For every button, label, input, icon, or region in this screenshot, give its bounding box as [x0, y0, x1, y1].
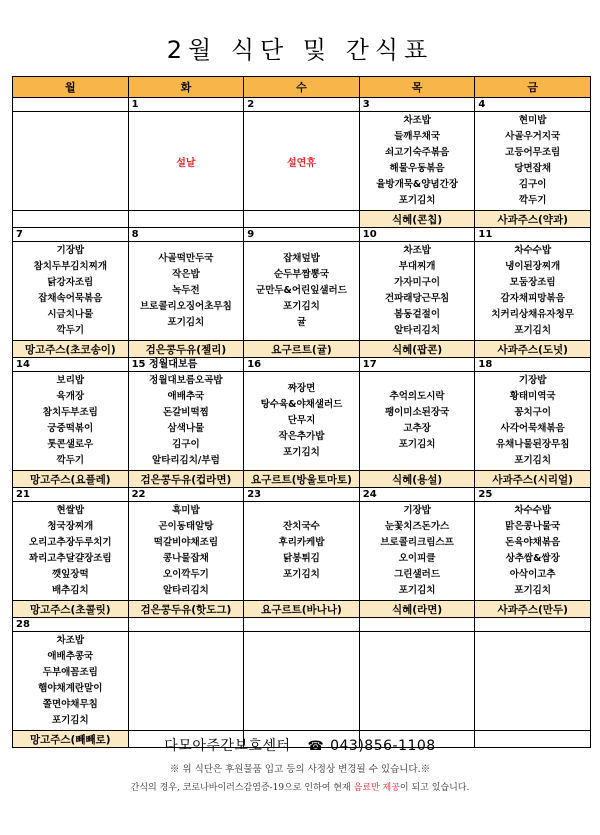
- menu-item: 현미밥: [518, 115, 547, 126]
- menu-item: 쫄면야채무침: [42, 699, 98, 710]
- menu-cell-wed: [244, 242, 360, 341]
- meal-schedule-table: [12, 76, 591, 748]
- menu-cell-fri: [475, 632, 591, 731]
- date-cell-fri: 18: [475, 358, 591, 372]
- menu-item: 작은추가밥: [278, 431, 325, 442]
- menu-item: 맑은콩나물국: [505, 521, 561, 532]
- date-cell-fri: 4: [475, 98, 591, 112]
- phone-number: 043)856-1108: [330, 738, 436, 754]
- date-cell-tue: 8: [128, 228, 244, 242]
- menu-change-notice: ※ 위 식단은 후원물품 입고 등의 사정상 변경될 수 있습니다.※: [169, 764, 431, 775]
- menu-item: 깍두기: [518, 195, 547, 206]
- menu-row: [13, 372, 591, 471]
- menu-cell-wed: [244, 502, 360, 601]
- menu-item: 치커리상채유자청무: [491, 309, 574, 320]
- date-cell-thu: 10: [359, 228, 475, 242]
- date-cell-wed: [244, 618, 360, 632]
- weekday-header-tue: 화: [128, 77, 244, 98]
- menu-item: 짜장면: [287, 383, 316, 394]
- menu-row: [13, 502, 591, 601]
- weekday-header-row: [13, 77, 591, 98]
- menu-item: 포기김치: [514, 455, 552, 466]
- date-cell-mon: 21: [13, 488, 129, 502]
- date-row: [13, 358, 591, 372]
- menu-item: 포기김치: [283, 301, 320, 312]
- snack-cell-fri: 사과주스(시리얼): [475, 471, 591, 488]
- menu-item: 포기김치: [514, 325, 552, 336]
- menu-item: 봄동겉절이: [394, 309, 441, 320]
- date-cell-fri: [475, 618, 591, 632]
- date-cell-tue: [128, 618, 244, 632]
- menu-item: 팽이미소된장국: [384, 407, 450, 418]
- menu-item: 기장밥: [403, 505, 431, 516]
- menu-item: 참치두부김치찌개: [33, 261, 107, 272]
- snack-cell-tue: 검은콩두유(핫도그): [128, 601, 244, 618]
- snack-cell-mon: [13, 211, 129, 228]
- menu-item: 돈육야채볶음: [505, 537, 561, 548]
- menu-item: 꽁치구이: [514, 407, 552, 418]
- menu-item: 감자채피망볶음: [500, 293, 565, 304]
- snack-cell-mon: 망고주스(초콜릿): [13, 601, 129, 618]
- menu-item: 오리고추장두루치기: [29, 537, 112, 548]
- menu-item: 브로콜리크림스프: [380, 537, 454, 548]
- menu-item: 부대찌개: [398, 261, 436, 272]
- menu-item: 고추장: [403, 423, 431, 434]
- snack-cell-thu: 식혜(콘칩): [359, 211, 475, 228]
- menu-item: 육개장: [56, 391, 85, 402]
- menu-item: 냉이된장찌개: [505, 261, 561, 272]
- snack-cell-thu: 식혜(용설): [359, 471, 475, 488]
- date-row: [13, 98, 591, 112]
- menu-row: [13, 112, 591, 211]
- menu-item: 기장밥: [518, 375, 547, 386]
- menu-item: 포기김치: [167, 317, 205, 328]
- date-cell-fri: 25: [475, 488, 591, 502]
- snack-cell-mon: 망고주스(빼빼로): [13, 731, 129, 748]
- date-row: [13, 488, 591, 502]
- snack-cell-wed: 요구르트(방울토마토): [244, 471, 360, 488]
- menu-item: 떡갈비야채조림: [153, 537, 219, 548]
- snack-cell-fri: 사과주스(도넛): [475, 341, 591, 358]
- menu-item: 순두부짬뽕국: [273, 269, 330, 280]
- menu-item: 흑미밥: [172, 505, 200, 516]
- menu-item: 청국장찌개: [47, 521, 94, 532]
- menu-item: 차조밥: [403, 115, 431, 126]
- date-cell-tue: 1: [128, 98, 244, 112]
- menu-item: 오이깍두기: [162, 569, 209, 580]
- menu-item: 건파래당근무침: [384, 293, 450, 304]
- date-cell-tue: 22: [128, 488, 244, 502]
- menu-cell-mon: [13, 372, 129, 471]
- menu-cell-mon: [13, 502, 129, 601]
- menu-item: 정월대보름오곡밥: [149, 375, 223, 386]
- weekday-header-fri: 금: [475, 77, 591, 98]
- menu-item: 탕수육&야채샐러드: [260, 399, 343, 410]
- date-cell-wed: 2: [244, 98, 360, 112]
- menu-item: 해물우동볶음: [389, 163, 445, 174]
- menu-cell-tue: [128, 112, 244, 211]
- menu-item: 기장밥: [56, 245, 85, 256]
- menu-row: [13, 242, 591, 341]
- snack-row: [13, 601, 591, 618]
- menu-item: 추억의도시락: [389, 391, 445, 402]
- menu-item: 깍두기: [56, 455, 85, 466]
- snack-cell-fri: 사과주스(만두): [475, 601, 591, 618]
- menu-item: 알타리김치: [394, 325, 441, 336]
- menu-item: 모둠장조림: [509, 277, 556, 288]
- menu-cell-thu: [359, 372, 475, 471]
- menu-item: 그린샐러드: [394, 569, 441, 580]
- menu-cell-tue: [128, 502, 244, 601]
- menu-item: 돈갈비떡찜: [162, 407, 209, 418]
- snack-notice: [0, 780, 600, 793]
- menu-cell-tue: [128, 632, 244, 731]
- menu-item: 귤: [296, 317, 307, 328]
- date-cell-thu: 24: [359, 488, 475, 502]
- snack-cell-wed: 요구르트(바나나): [244, 601, 360, 618]
- menu-item: 보리밥: [56, 375, 85, 386]
- date-cell-wed: 9: [244, 228, 360, 242]
- menu-item: 차수수밥: [514, 245, 552, 256]
- menu-item: 현쌀밥: [56, 505, 85, 516]
- menu-item: 김구이: [172, 439, 200, 450]
- menu-item: 애배추콩국: [47, 651, 94, 662]
- menu-item: 잡채덮밥: [283, 253, 320, 264]
- menu-cell-tue: [128, 372, 244, 471]
- menu-cell-thu: [359, 502, 475, 601]
- menu-item: 사골우거지국: [505, 131, 561, 142]
- menu-item: 꽈리고추달걀장조림: [29, 553, 112, 564]
- menu-cell-fri: [475, 242, 591, 341]
- date-cell-thu: 17: [359, 358, 475, 372]
- snack-cell-tue: 검은콩두유(젤리): [128, 341, 244, 358]
- menu-cell-wed: [244, 112, 360, 211]
- menu-item: 배추김치: [51, 585, 89, 596]
- menu-item: 포기김치: [51, 715, 89, 726]
- page-title: 2월 식단 및 간식표: [166, 36, 434, 64]
- date-row: [13, 618, 591, 632]
- menu-item: 후리카케밥: [278, 537, 325, 548]
- holiday-label: 설날: [176, 157, 196, 169]
- menu-cell-tue: [128, 242, 244, 341]
- center-contact: [0, 735, 600, 755]
- snack-row: [13, 341, 591, 358]
- snack-cell-wed: 요구르트(귤): [244, 341, 360, 358]
- date-cell-thu: 3: [359, 98, 475, 112]
- menu-item: 당면잡채: [514, 163, 552, 174]
- menu-item: 궁중떡볶이: [47, 423, 94, 434]
- menu-item: 황태미역국: [509, 391, 556, 402]
- date-cell-wed: 23: [244, 488, 360, 502]
- date-cell-wed: 16: [244, 358, 360, 372]
- menu-item: 율방개묵&양념간장: [376, 179, 458, 190]
- snack-notice-prefix: 간식의 경우, 코로나바이러스감염증-19으로 인하여 현재: [130, 783, 354, 793]
- menu-item: 단무지: [287, 415, 316, 426]
- menu-item: 차조밥: [403, 245, 431, 256]
- menu-item: 닭봉튀김: [283, 553, 320, 564]
- menu-item: 깻잎장떡: [51, 569, 89, 580]
- menu-item: 눈꽃치즈돈가스: [384, 521, 450, 532]
- weekday-header-thu: 목: [359, 77, 475, 98]
- menu-item: 포기김치: [398, 585, 436, 596]
- date-row: [13, 228, 591, 242]
- snack-notice-highlight: 음료만 제공: [353, 783, 400, 793]
- menu-item: 오이피클: [398, 553, 436, 564]
- snack-cell-wed: [244, 211, 360, 228]
- menu-item: 포기김치: [283, 569, 320, 580]
- menu-cell-mon: [13, 242, 129, 341]
- menu-item: 포기김치: [398, 195, 436, 206]
- menu-cell-fri: [475, 372, 591, 471]
- menu-item: 알타리김치: [162, 585, 209, 596]
- menu-item: 알타리김치/부럼: [152, 455, 220, 466]
- menu-item: 김구이: [518, 179, 547, 190]
- menu-cell-wed: [244, 632, 360, 731]
- snack-cell-thu: 식혜(팝콘): [359, 341, 475, 358]
- menu-item: 군만두&어린잎샐러드: [256, 285, 347, 296]
- date-cell-fri: 11: [475, 228, 591, 242]
- menu-item: 잡채속어묵볶음: [38, 293, 103, 304]
- menu-item: 차수수밥: [514, 505, 552, 516]
- menu-cell-thu: [359, 112, 475, 211]
- snack-cell-mon: 망고주스(요플레): [13, 471, 129, 488]
- menu-item: 애배추국: [167, 391, 205, 402]
- snack-cell-tue: 검은콩두유(컵라면): [128, 471, 244, 488]
- menu-item: 포기김치: [398, 439, 436, 450]
- snack-row: [13, 211, 591, 228]
- menu-item: 곤이동태알탕: [158, 521, 214, 532]
- menu-item: 닭강자조림: [47, 277, 94, 288]
- menu-item: 작은밥: [172, 269, 200, 280]
- snack-cell-thu: 식혜(라면): [359, 601, 475, 618]
- menu-item: 사골떡만두국: [158, 253, 214, 264]
- menu-item: 시금치나물: [47, 309, 94, 320]
- menu-cell-mon: [13, 632, 129, 731]
- menu-item: 잔치국수: [283, 521, 320, 532]
- snack-cell-fri: 사과주스(약과): [475, 211, 591, 228]
- menu-cell-mon: [13, 112, 129, 211]
- snack-notice-suffix: 이 되고 있습니다.: [399, 783, 470, 793]
- menu-item: 삼색나물: [167, 423, 205, 434]
- menu-item: 가자미구이: [394, 277, 441, 288]
- date-cell-mon: 28: [13, 618, 129, 632]
- menu-item: 콩나물잡채: [162, 553, 209, 564]
- menu-item: 포기김치: [514, 585, 552, 596]
- menu-item: 상추쌈&쌈장: [505, 553, 560, 564]
- menu-item: 유채나물된장무침: [495, 439, 570, 450]
- snack-cell-tue: [128, 211, 244, 228]
- menu-cell-thu: [359, 632, 475, 731]
- menu-item: 쇠고기숙주볶음: [384, 147, 450, 158]
- date-cell-mon: 14: [13, 358, 129, 372]
- menu-item: 차조밥: [56, 635, 85, 646]
- menu-item: 브로콜리오징어초무침: [140, 301, 232, 312]
- center-name: 다모아주간보호센터: [164, 738, 291, 754]
- menu-item: 깍두기: [56, 325, 85, 336]
- menu-item: 두부애꼼조림: [42, 667, 98, 678]
- menu-cell-wed: [244, 372, 360, 471]
- weekday-header-wed: 수: [244, 77, 360, 98]
- menu-item: 햄야채계란말이: [38, 683, 103, 694]
- menu-item: 들깨무채국: [394, 131, 441, 142]
- menu-cell-fri: [475, 502, 591, 601]
- weekday-header-mon: 월: [13, 77, 129, 98]
- snack-cell-mon: 망고주스(초코송이): [13, 341, 129, 358]
- menu-row: [13, 632, 591, 731]
- menu-item: 아삭이고추: [509, 569, 556, 580]
- holiday-label: 설연휴: [286, 157, 316, 169]
- date-cell-mon: [13, 98, 129, 112]
- menu-item: 참치두부조림: [42, 407, 98, 418]
- snack-row: [13, 471, 591, 488]
- menu-item: 사각어묵채볶음: [500, 423, 565, 434]
- menu-item: 포기김치: [283, 447, 320, 458]
- telephone-icon: ☎: [307, 739, 325, 754]
- date-cell-mon: 7: [13, 228, 129, 242]
- menu-cell-fri: [475, 112, 591, 211]
- date-cell-thu: [359, 618, 475, 632]
- date-cell-tue: 15 정월대보름: [128, 358, 244, 372]
- menu-item: 톳콘샐로우: [47, 439, 94, 450]
- menu-item: 고등어무조림: [505, 147, 561, 158]
- menu-item: 녹두전: [172, 285, 200, 296]
- menu-cell-thu: [359, 242, 475, 341]
